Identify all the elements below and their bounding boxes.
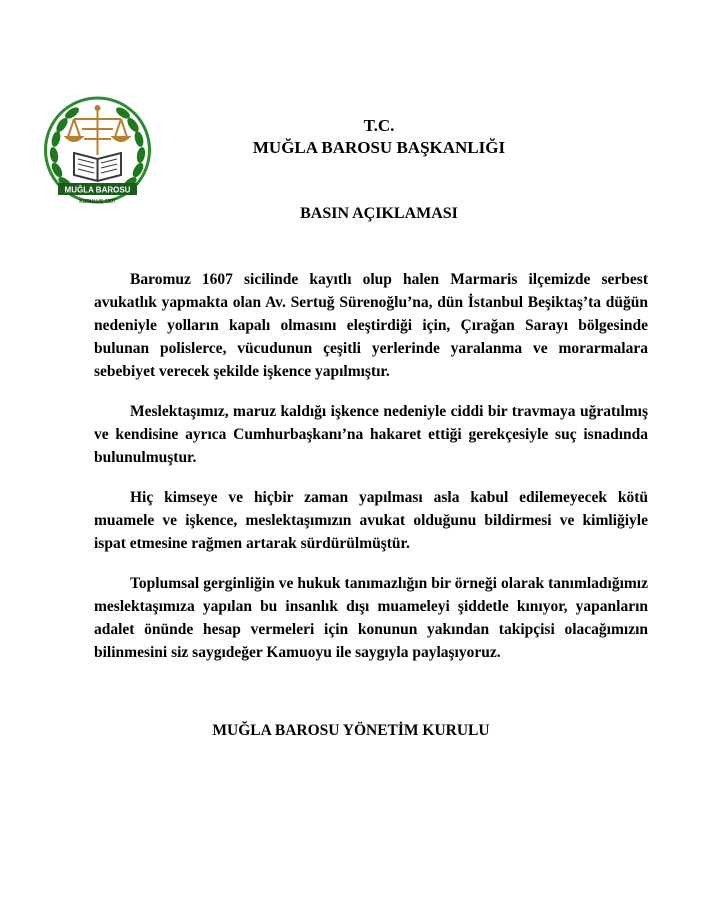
logo-name-text: MUĞLA BAROSU [64,185,131,195]
paragraph-2: Meslektaşımız, maruz kaldığı işkence nedeniyle ciddi bir travmaya uğratılmış ve kendisine ayrıca Cumhurbaşkanı’na hakaret ettiği gerekçesiyle suç isnadında bulunulmuştur. [94,403,648,466]
paragraph-1: Baromuz 1607 sicilinde kayıtlı olup halen Marmaris ilçemizde serbest avukatlık yapmakta olan Av. Sertuğ Sürenoğlu’na, dün İstanbul Beşiktaş’ta düğün nedeniyle yolların kapalı olmasını eleştirdiği için, Çırağan Sarayı bölgesinde bulunan polislerce, vücudunun çeşitli yerlerinde yaralanma ve morarmalara sebebiyet verecek şekilde işkence yapılmıştır. [94,271,648,380]
logo-founded-text: KURULUŞ 1907 [79,199,116,205]
header-organization: MUĞLA BAROSU BAŞKANLIĞI [252,138,506,157]
signature: MUĞLA BAROSU YÖNETİM KURULU [212,722,490,739]
paragraph-3: Hiç kimseye ve hiçbir zaman yapılması asla kabul edilemeyecek kötü muamele ve işkence, meslektaşımızın avukat olduğunu bildirmesi ve kimliğiyle ispat etmesine rağmen artarak sürdürülmüştür. [94,489,648,552]
paragraph-4: Toplumsal gerginliğin ve hukuk tanımazlığın bir örneği olarak tanımladığımız meslektaşımıza yapılan bu insanlık dışı muameleyi şiddetle kınıyor, yapanların adalet önünde hesap vermeleri için konunun yakından takipçisi olacağımızın bilinmesini siz saygıdeğer Kamuoyu ile saygıyla paylaşıyoruz. [94,575,648,661]
header-tc: T.C. [363,116,395,135]
document-title: BASIN AÇIKLAMASI [300,205,458,222]
